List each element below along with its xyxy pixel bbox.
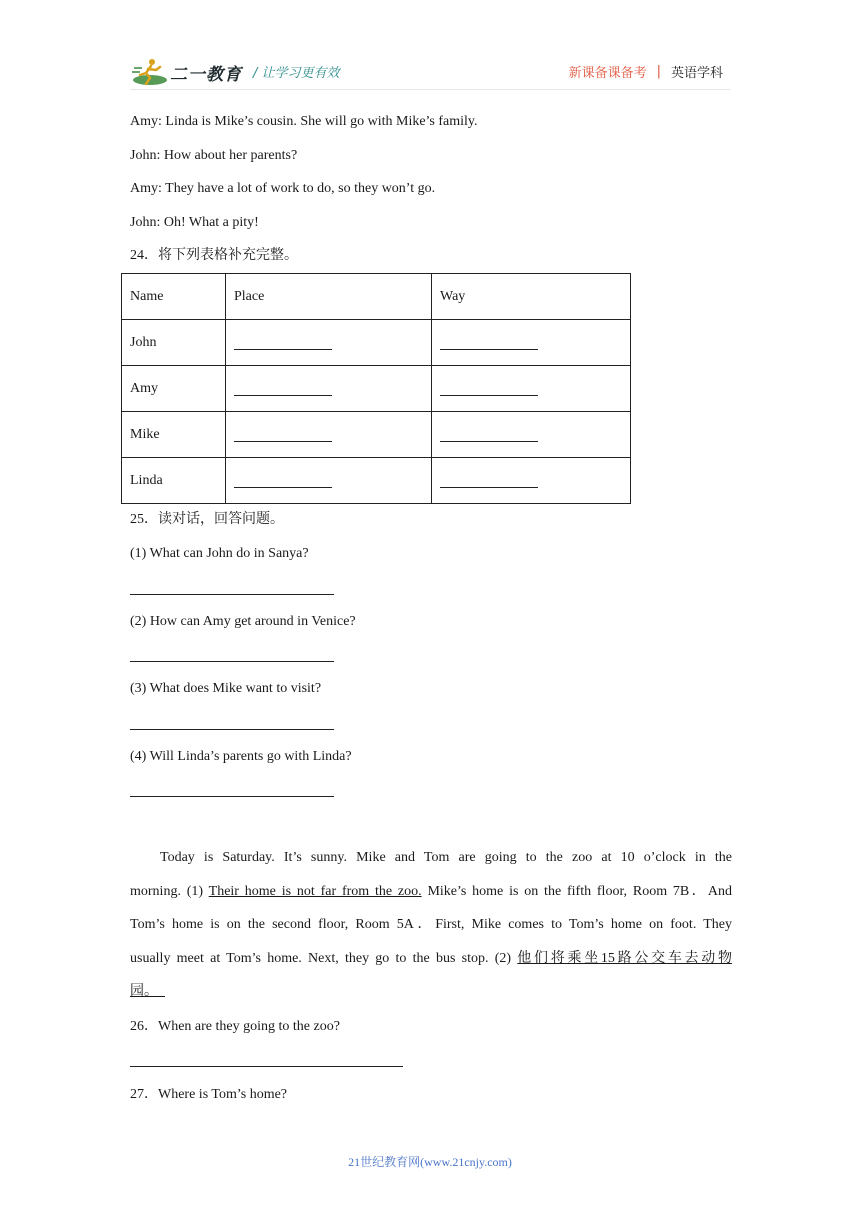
row-name: John [122,320,226,366]
table-row [122,366,631,412]
answer-blank[interactable] [440,473,538,488]
row-name: Amy [122,366,226,412]
header-name: Name [122,274,226,320]
question-27: 27．Where is Tom’s home? [130,1087,288,1102]
header-separator: | [656,64,661,79]
table-header-row [122,274,631,320]
dialogue-line: John: Oh! What a pity! [130,215,259,230]
header-subject-label: 英语学科 [670,66,723,81]
passage-line [130,841,732,875]
logo [132,58,242,86]
header-course-label: 新课备课备考 [568,66,647,81]
answer-line[interactable] [130,1066,403,1067]
header-way: Way [432,274,631,320]
row-name: Mike [122,412,226,458]
question-26: 26．When are they going to the zoo? [130,1019,340,1034]
way-cell[interactable] [432,320,631,366]
place-cell[interactable] [226,320,432,366]
question-25-2: (2) How can Amy get around in Venice? [130,614,356,629]
reading-passage [130,841,732,1009]
question-25: 25．读对话，回答问题。 [130,512,284,527]
answer-blank[interactable] [440,427,538,442]
answer-blank[interactable] [234,427,332,442]
underlined-sentence-2: 他们将乘坐15路公交车去动物 [517,950,733,966]
answer-blank[interactable] [234,473,332,488]
passage-text: Today is Saturday. It’s sunny. Mike and Tom are going to the zoo at 10 o’clock in the [160,850,732,865]
question-25-1: (1) What can John do in Sanya? [130,546,309,561]
answer-line[interactable] [130,729,334,730]
header-subject [569,62,723,81]
underlined-sentence-1: Their home is not far from the zoo. [208,883,422,899]
passage-line [130,908,732,942]
way-cell[interactable] [432,458,631,504]
header-place: Place [226,274,432,320]
page-footer: 21世纪教育网(www.21cnjy.com) [348,1155,512,1169]
passage-text: Tom’s home is on the second floor, Room 5A．First, Mike comes to Tom’s home on foot. They [130,917,732,933]
passage-text: morning. (1) [130,883,209,899]
question-24: 24．将下列表格补充完整。 [130,248,298,263]
dialogue-line: Amy: They have a lot of work to do, so they won’t go. [130,181,436,196]
answer-line[interactable] [130,594,334,595]
way-cell[interactable] [432,412,631,458]
header-divider [130,89,730,90]
question-25-3: (3) What does Mike want to visit? [130,681,322,696]
table-row [122,458,631,504]
runner-logo-icon [132,58,168,86]
way-cell[interactable] [432,366,631,412]
place-cell[interactable] [226,366,432,412]
question-25-4: (4) Will Linda’s parents go with Linda? [130,749,352,764]
passage-line [130,975,732,1009]
page-header [0,0,860,100]
place-cell[interactable] [226,412,432,458]
place-cell[interactable] [226,458,432,504]
passage-text: Mike’s home is on the fifth floor, Room 7B．And [421,883,733,899]
passage-line [130,942,732,976]
underlined-sentence-2-end: 园。 [130,984,158,1000]
answer-blank[interactable] [440,335,538,350]
row-name: Linda [122,458,226,504]
logo-text: 二一教育 [170,64,242,85]
answer-table [121,273,631,504]
passage-text: usually meet at Tom’s home. Next, they go to the bus stop. (2) [130,950,518,966]
header-slogan: / 让学习更有效 [253,66,340,81]
dialogue-line: Amy: Linda is Mike’s cousin. She will go with Mike’s family. [130,114,478,129]
answer-blank[interactable] [234,381,332,396]
table-row [122,320,631,366]
answer-blank[interactable] [440,381,538,396]
passage-line [130,875,732,909]
answer-line[interactable] [130,661,334,662]
dialogue-line: John: How about her parents? [130,148,298,163]
answer-blank[interactable] [234,335,332,350]
answer-line[interactable] [130,796,334,797]
table-row [122,412,631,458]
